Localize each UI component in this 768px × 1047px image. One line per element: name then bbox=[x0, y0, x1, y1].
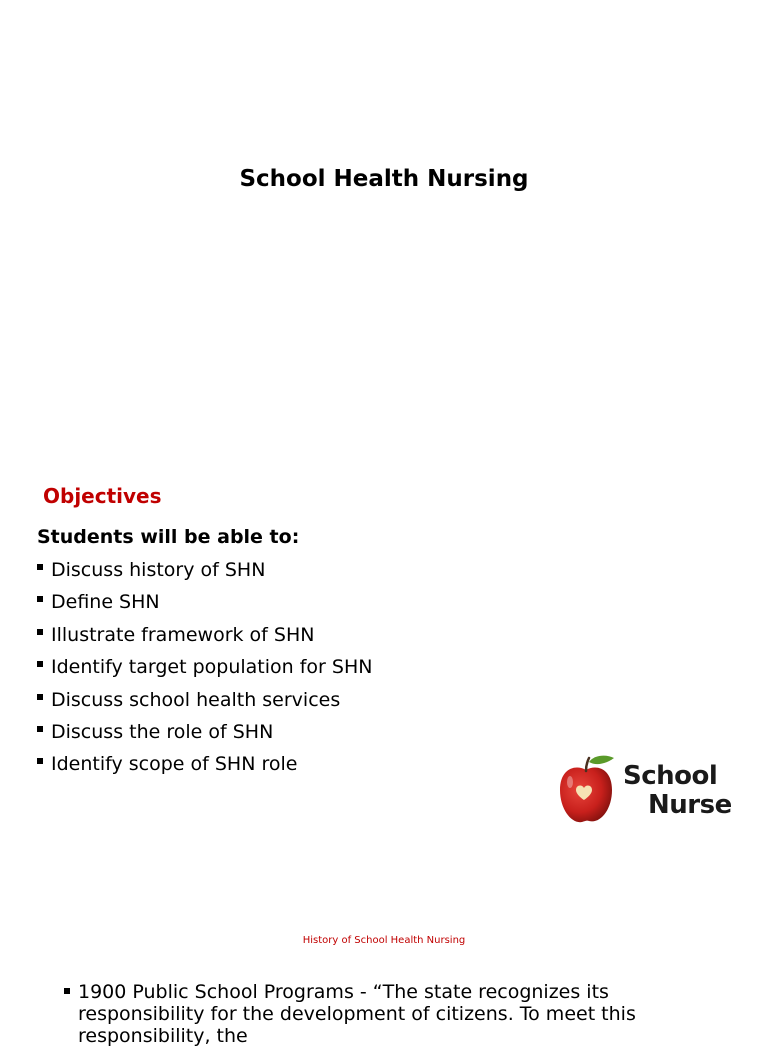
history-heading: History of School Health Nursing bbox=[302, 935, 466, 946]
square-bullet-icon bbox=[37, 661, 43, 667]
list-item-text: Discuss the role of SHN bbox=[51, 720, 274, 743]
square-bullet-icon bbox=[37, 629, 43, 635]
list-item-text: Discuss school health services bbox=[51, 688, 341, 711]
list-item-text: Identify target population for SHN bbox=[51, 656, 373, 679]
slide-title: School Health Nursing bbox=[239, 166, 529, 192]
list-item bbox=[64, 981, 714, 1047]
list-item bbox=[37, 751, 372, 783]
logo-text-line1: School bbox=[623, 761, 718, 791]
list-item-text: 1900 Public School Programs - “The state recognizes its responsibility for the development of citizens. To meet this responsibility, the bbox=[78, 981, 636, 1047]
list-item-text: Discuss history of SHN bbox=[51, 559, 266, 581]
square-bullet-icon bbox=[37, 596, 43, 602]
list-item bbox=[37, 589, 372, 621]
logo-text-line2: Nurse bbox=[648, 790, 732, 820]
list-item-text: Define SHN bbox=[51, 591, 160, 614]
school-nurse-logo bbox=[556, 752, 736, 828]
list-item bbox=[37, 687, 372, 719]
objectives-heading: Objectives bbox=[43, 484, 162, 508]
square-bullet-icon bbox=[37, 726, 43, 732]
square-bullet-icon bbox=[37, 694, 43, 700]
list-item-text: Identify scope of SHN role bbox=[51, 753, 298, 776]
square-bullet-icon bbox=[37, 758, 43, 764]
list-item bbox=[37, 622, 372, 654]
square-bullet-icon bbox=[64, 988, 70, 994]
square-bullet-icon bbox=[37, 564, 43, 570]
apple-heart-icon bbox=[556, 752, 618, 828]
list-item bbox=[37, 654, 372, 686]
list-item bbox=[37, 557, 372, 589]
objectives-list bbox=[37, 557, 372, 784]
list-item-text: Illustrate framework of SHN bbox=[51, 623, 315, 646]
history-list bbox=[64, 981, 714, 1047]
objectives-intro: Students will be able to: bbox=[37, 526, 300, 548]
list-item bbox=[37, 719, 372, 751]
